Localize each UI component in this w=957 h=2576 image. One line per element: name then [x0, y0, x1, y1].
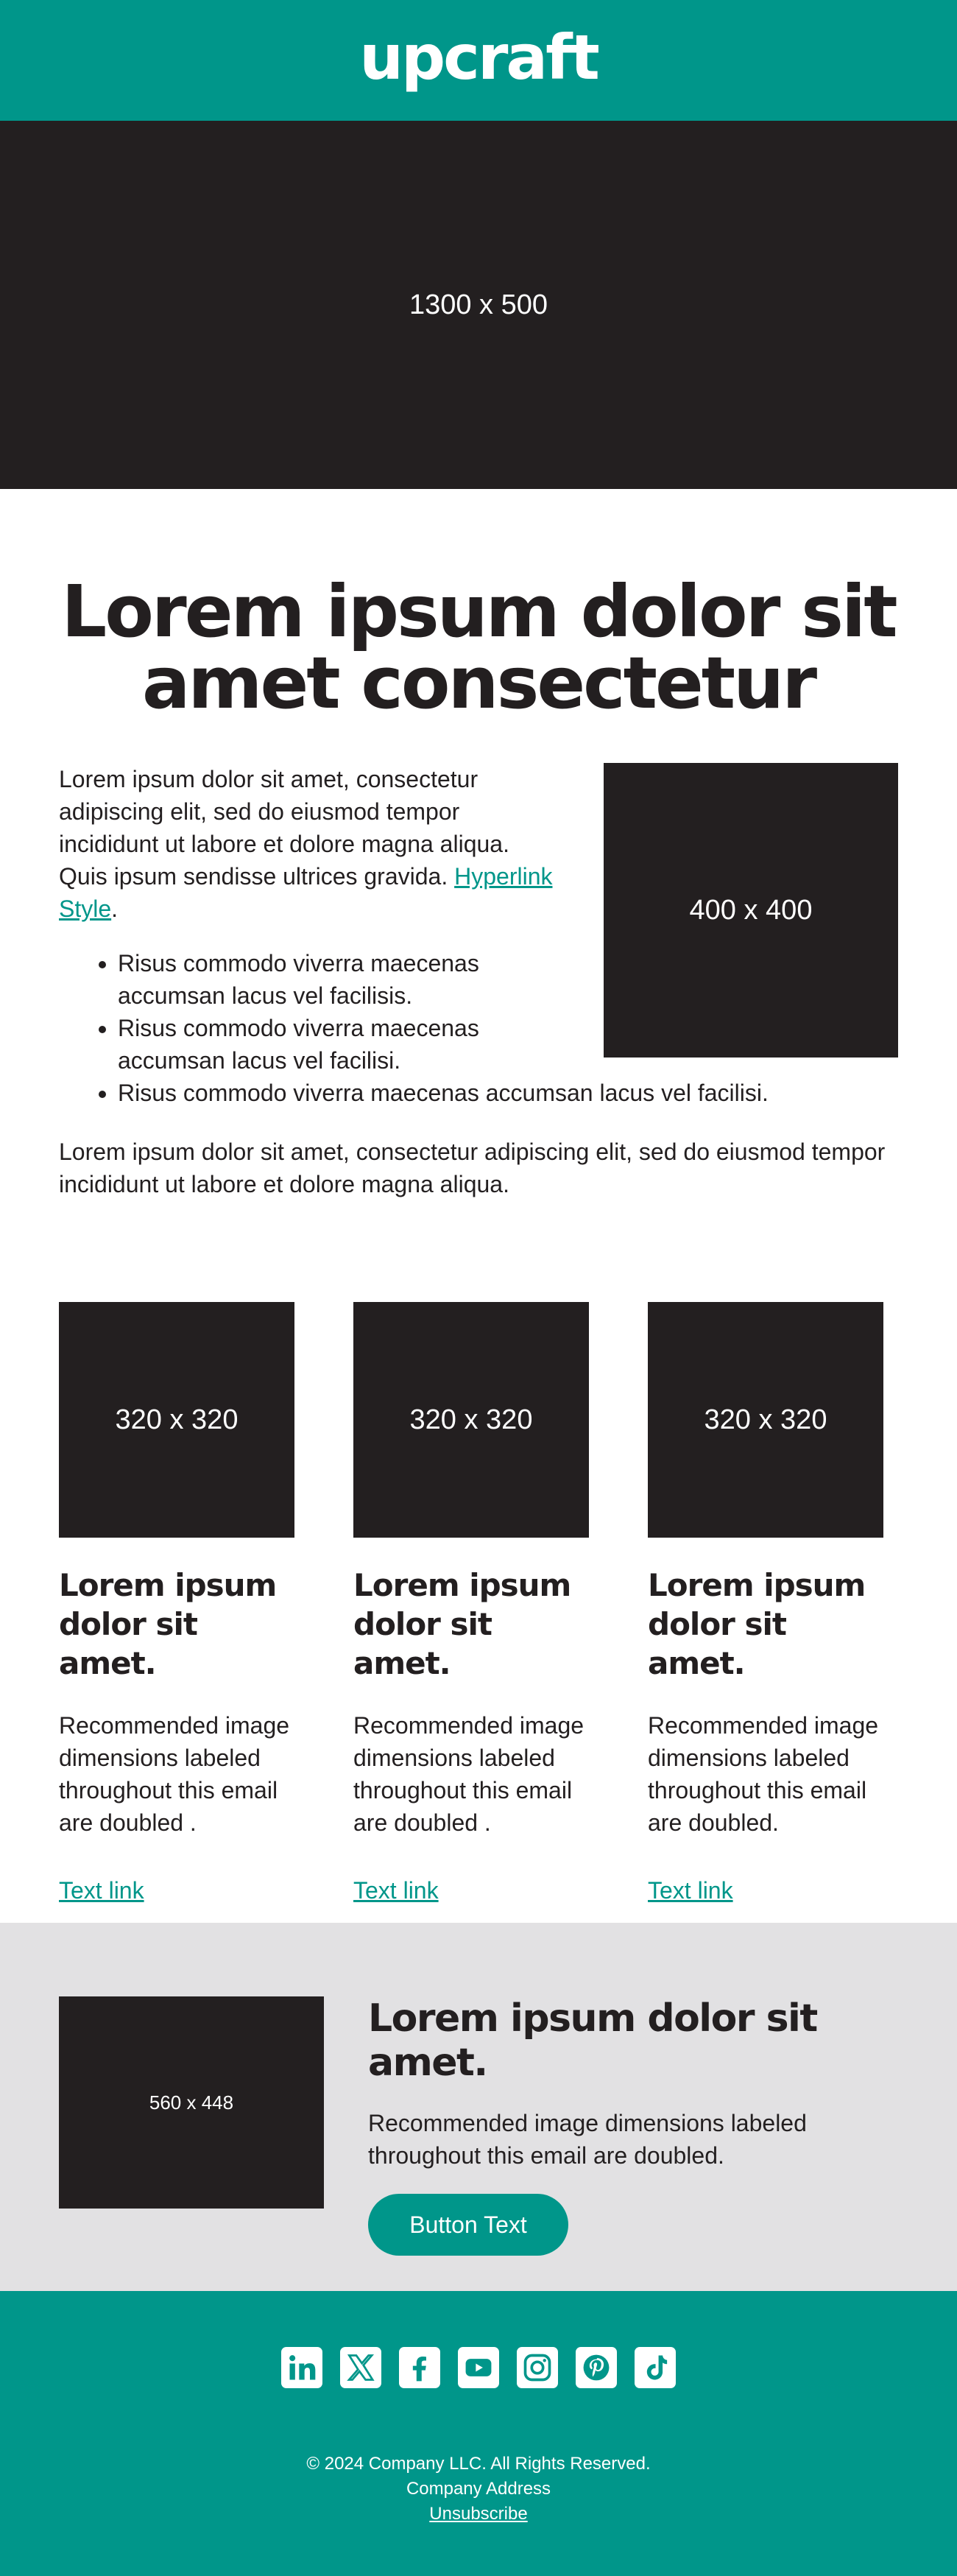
card-title: Lorem ipsum dolor sit amet.	[59, 1567, 277, 1681]
social-links	[0, 2347, 957, 2388]
feature-image-label: 560 x 448	[149, 2091, 234, 2114]
brand-logo[interactable]: upcraft	[359, 21, 598, 94]
x-icon[interactable]	[340, 2347, 381, 2388]
intro-body	[59, 763, 898, 1200]
feature-section	[0, 1923, 957, 2291]
company-address: Company Address	[406, 2479, 551, 2499]
email-header	[0, 0, 957, 121]
card-text: Recommended image dimensions labeled throughout this email are doubled.	[648, 1712, 879, 1836]
card-title: Lorem ipsum dolor sit amet.	[648, 1567, 866, 1681]
card-title: Lorem ipsum dolor sit amet.	[353, 1567, 571, 1681]
facebook-icon[interactable]	[399, 2347, 440, 2388]
youtube-icon[interactable]	[458, 2347, 499, 2388]
card-text: Recommended image dimensions labeled throughout this email are doubled .	[353, 1712, 585, 1836]
list-item: • Risus commodo viverra maecenas accumsan lacus vel facilisis.	[118, 947, 530, 1012]
card-image-label: 320 x 320	[115, 1404, 239, 1435]
feature-content	[368, 1996, 898, 2256]
hyperlink[interactable]: Hyperlink Style	[59, 863, 553, 922]
card-text-link[interactable]: Text link	[353, 1877, 439, 1904]
hero-image	[0, 121, 957, 489]
card-text-link[interactable]: Text link	[648, 1877, 733, 1904]
copyright: © 2024 Company LLC. All Rights Reserved.	[306, 2454, 651, 2474]
intro-image-label: 400 x 400	[689, 894, 813, 926]
feature-image	[59, 1996, 324, 2209]
card-image-label: 320 x 320	[704, 1404, 827, 1435]
cta-button[interactable]: Button Text	[368, 2194, 568, 2256]
unsubscribe-link[interactable]: Unsubscribe	[429, 2504, 528, 2524]
intro-paragraph-text: Lorem ipsum dolor sit amet, consectetur adipiscing elit, sed do eiusmod tempor incididunt ut labore et dolore magna aliqua. Quis ipsum sendisse ultrices gravida.	[59, 766, 509, 890]
intro-section	[0, 489, 957, 1302]
card-image	[59, 1302, 294, 1538]
card-row	[0, 1302, 957, 1923]
card-text-link[interactable]: Text link	[59, 1877, 144, 1904]
card-image-label: 320 x 320	[409, 1404, 533, 1435]
intro-paragraph-2: Lorem ipsum dolor sit amet, consectetur adipiscing elit, sed do eiusmod tempor incididunt ut labore et dolore magna aliqua.	[59, 1139, 886, 1197]
card-image	[353, 1302, 589, 1538]
card	[59, 1302, 294, 1923]
email-footer	[0, 2291, 957, 2576]
footer-info	[0, 2452, 957, 2527]
list-item: • Risus commodo viverra maecenas accumsan lacus vel facilisi.	[118, 1077, 898, 1109]
card	[353, 1302, 589, 1923]
tiktok-icon[interactable]	[635, 2347, 676, 2388]
hero-image-label: 1300 x 500	[409, 289, 548, 320]
page-title: Lorem ipsum dolor sit amet consectetur	[61, 570, 896, 725]
intro-period: .	[111, 895, 119, 922]
linkedin-icon[interactable]	[281, 2347, 322, 2388]
list-item: • Risus commodo viverra maecenas accumsan lacus vel facilisi.	[118, 1012, 530, 1077]
card-image	[648, 1302, 883, 1538]
intro-image	[604, 763, 898, 1058]
feature-text: Recommended image dimensions labeled throughout this email are doubled.	[368, 2110, 807, 2169]
card	[648, 1302, 883, 1923]
pinterest-icon[interactable]	[576, 2347, 617, 2388]
intro-paragraph	[59, 763, 559, 925]
feature-title: Lorem ipsum dolor sit amet.	[368, 1996, 817, 2085]
card-text: Recommended image dimensions labeled throughout this email are doubled .	[59, 1712, 290, 1836]
instagram-icon[interactable]	[517, 2347, 558, 2388]
